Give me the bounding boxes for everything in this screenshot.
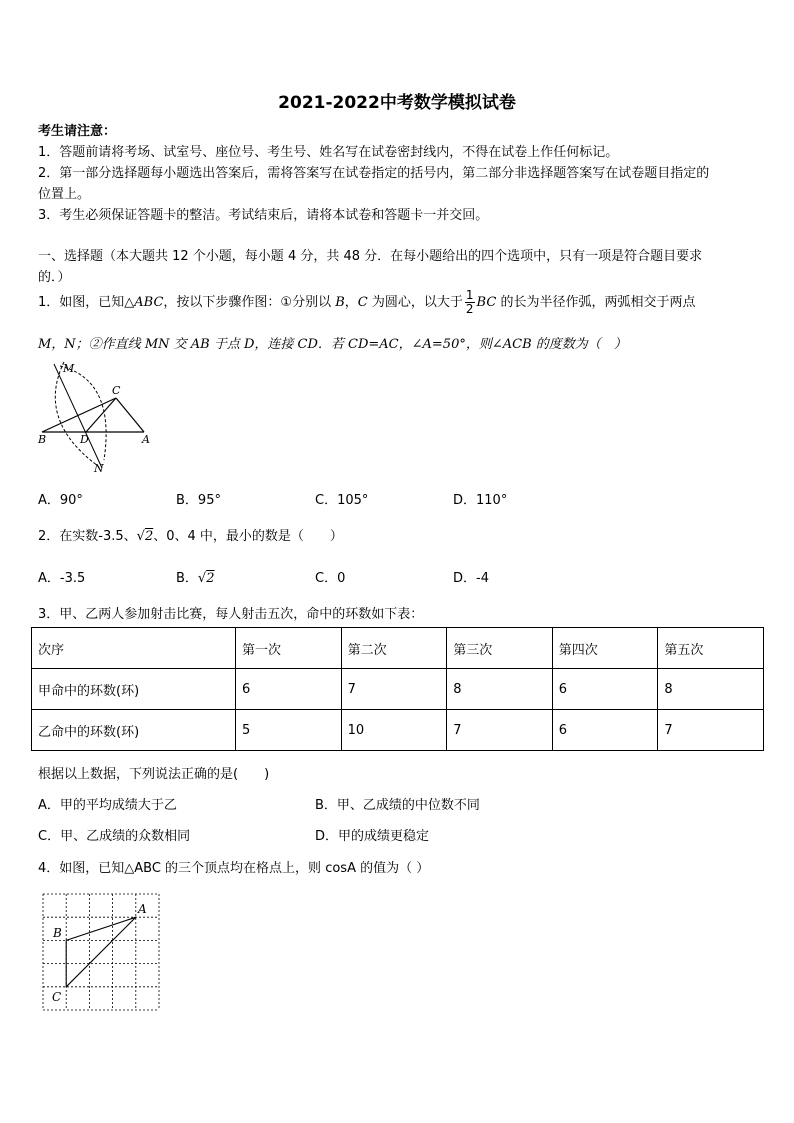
sqrt-two-option: √2 <box>197 571 215 586</box>
label-a: A <box>138 902 147 916</box>
table-cell: 甲命中的环数(环) <box>32 669 236 710</box>
segment-cd <box>86 398 116 432</box>
section-heading: 一、选择题（本大题共 12 个小题，每小题 4 分，共 48 分．在每小题给出的四个选项中，只有一项是符合题目要求 <box>38 249 703 264</box>
table-header-cell: 第五次 <box>658 628 764 669</box>
segment-ca <box>116 398 144 432</box>
table-cell: 8 <box>447 669 553 710</box>
table-cell: 8 <box>658 669 764 710</box>
q4-stem: 4．如图，已知△ABC 的三个顶点均在格点上，则 cosA 的值为（ ） <box>38 861 430 876</box>
table-row <box>32 710 764 751</box>
notice-item-3: 3．考生必须保证答题卡的整洁。考试结束后，请将本试卷和答题卡一并交回。 <box>38 208 489 223</box>
q1-option-c[interactable]: C．105° <box>315 493 369 508</box>
label-c: C <box>52 990 62 1004</box>
segment-ca <box>66 917 136 987</box>
q3-option-c[interactable]: C．甲、乙成绩的众数相同 <box>38 829 191 844</box>
q2-option-d[interactable]: D．-4 <box>453 571 489 586</box>
label-c: C <box>112 384 121 397</box>
notice-item-1: 1．答题前请将考场、试室号、座位号、考生号、姓名写在试卷密封线内，不得在试卷上作任何标记。 <box>38 145 619 160</box>
segment-ab <box>66 917 136 940</box>
table-cell: 6 <box>552 669 658 710</box>
q2-option-a[interactable]: A．-3.5 <box>38 571 86 586</box>
q1-option-a[interactable]: A．90° <box>38 493 83 508</box>
table-cell: 5 <box>236 710 342 751</box>
table-cell: 7 <box>447 710 553 751</box>
q1-option-d[interactable]: D．110° <box>453 493 508 508</box>
q2-option-c[interactable]: C．0 <box>315 571 346 586</box>
q1-stem-line2: M，N；②作直线 MN 交 AB 于点 D，连接 CD．若 CD=AC，∠A=50°，则∠ACB 的度数为（ ） <box>38 337 627 352</box>
sqrt-two: √2 <box>136 529 154 544</box>
notice-item-2: 2．第一部分选择题每小题选出答案后，需将答案写在试卷指定的括号内，第二部分非选择题答案写在试卷题目指定的 <box>38 166 710 181</box>
q3-question: 根据以上数据，下列说法正确的是( ) <box>38 767 270 782</box>
table-cell: 6 <box>552 710 658 751</box>
score-table <box>31 627 764 751</box>
table-header-cell: 第一次 <box>236 628 342 669</box>
label-a: A <box>142 433 150 446</box>
label-b: B <box>38 433 47 446</box>
table-header-cell: 第三次 <box>447 628 553 669</box>
q2-stem: 2．在实数-3.5、√2、0、4 中，最小的数是（ ） <box>38 529 343 544</box>
q3-option-a[interactable]: A．甲的平均成绩大于乙 <box>38 798 177 813</box>
page-title: 2021-2022中考数学模拟试卷 <box>278 93 516 113</box>
table-header-cell: 次序 <box>32 628 236 669</box>
q3-stem: 3．甲、乙两人参加射击比赛，每人射击五次，命中的环数如下表： <box>38 607 424 622</box>
label-n: N <box>94 462 104 475</box>
section-heading-cont: 的．） <box>38 270 71 285</box>
q3-option-b[interactable]: B．甲、乙成绩的中位数不同 <box>315 798 480 813</box>
table-cell: 10 <box>341 710 447 751</box>
q4-grid-figure <box>40 891 164 1013</box>
q1-stem-line1: 1．如图，已知△ABC，按以下步骤作图：①分别以 B，C 为圆心，以大于 $\frac{1}{2}$ BC 的长为半径作弧，两弧相交于两点 <box>38 288 696 316</box>
table-cell: 7 <box>658 710 764 751</box>
fraction-half: $\frac{1}{2}$ <box>465 288 474 316</box>
table-cell: 乙命中的环数(环) <box>32 710 236 751</box>
table-cell: 6 <box>236 669 342 710</box>
label-d: D <box>80 433 89 446</box>
q1-option-b[interactable]: B．95° <box>176 493 221 508</box>
label-m: M <box>63 362 75 375</box>
notice-heading: 考生请注意： <box>38 124 117 139</box>
q1-figure <box>36 360 156 476</box>
table-header-cell: 第二次 <box>341 628 447 669</box>
label-b: B <box>53 926 62 940</box>
q2-option-b[interactable]: B．√2 <box>176 571 215 586</box>
table-cell: 7 <box>341 669 447 710</box>
table-header-row <box>32 628 764 669</box>
table-header-cell: 第四次 <box>552 628 658 669</box>
table-row <box>32 669 764 710</box>
q3-option-d[interactable]: D．甲的成绩更稳定 <box>315 829 430 844</box>
notice-item-2-cont: 位置上。 <box>38 187 91 202</box>
